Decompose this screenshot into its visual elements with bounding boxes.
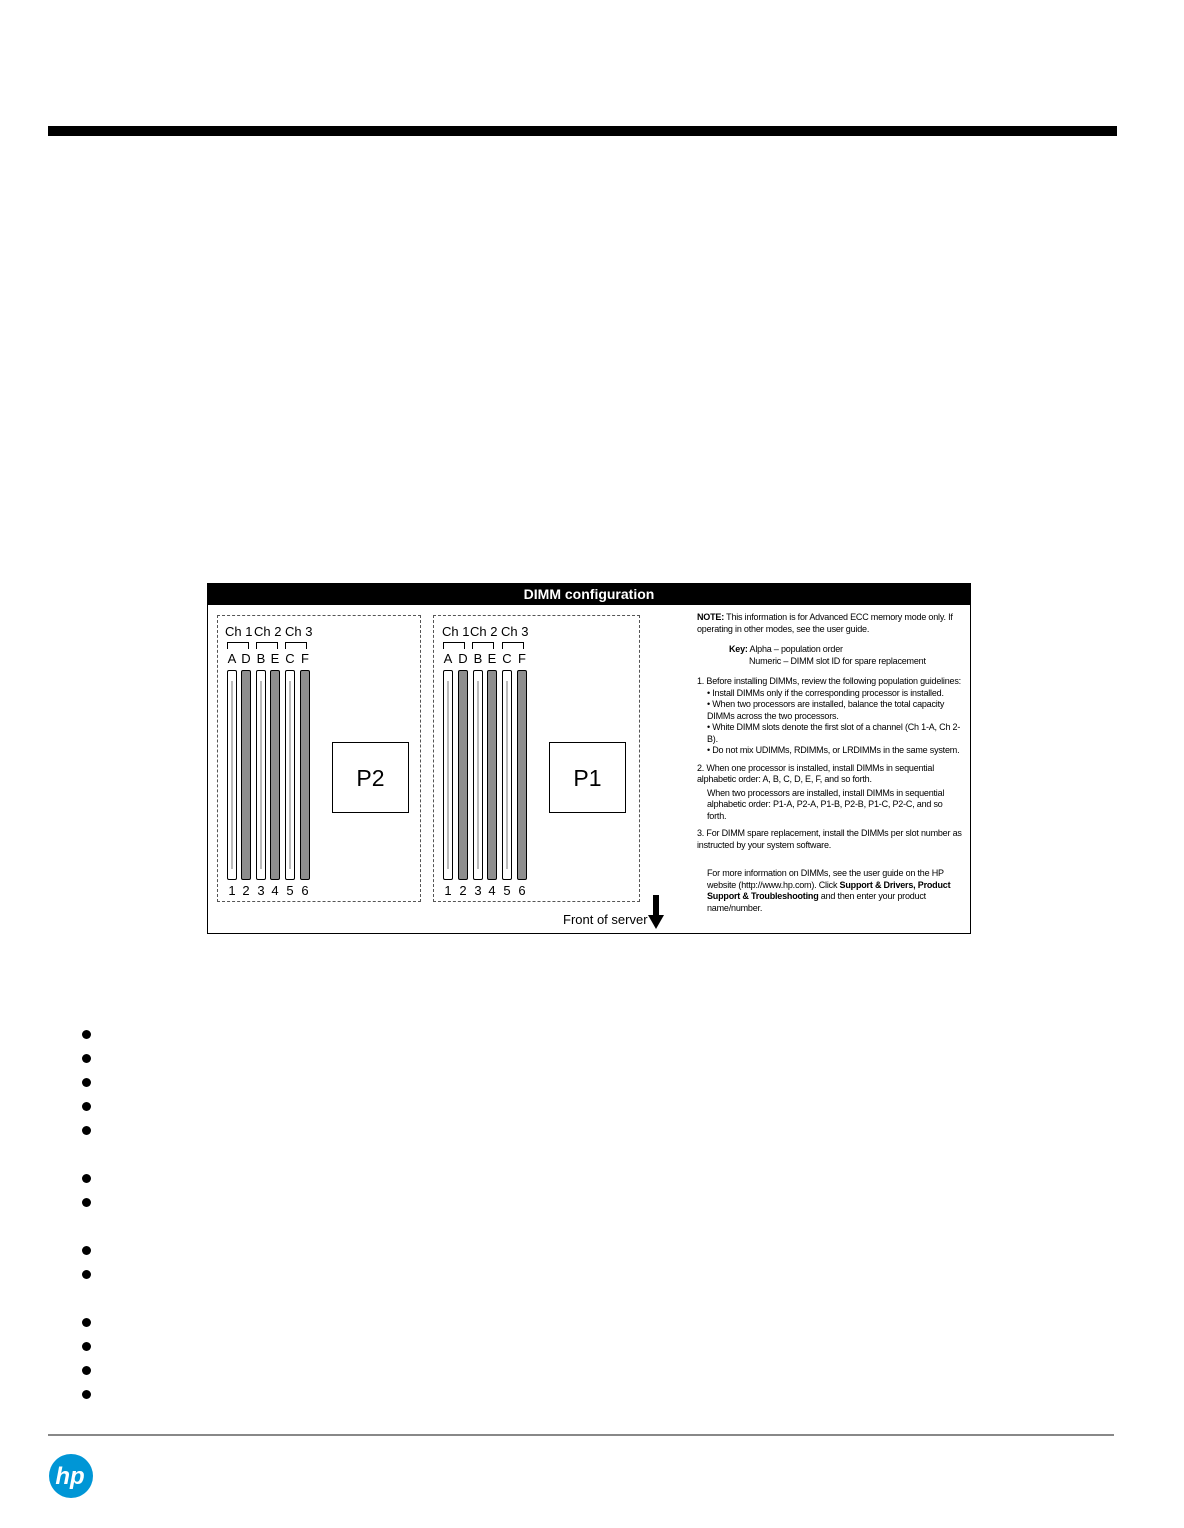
- note-text: This information is for Advanced ECC memory mode only. If operating in other modes, see the user guide.: [697, 612, 953, 634]
- bullet-dot: [82, 1078, 91, 1087]
- slot-number: 3: [474, 883, 482, 898]
- dimm-slot-white: [256, 670, 266, 880]
- slot-letter: D: [241, 651, 251, 666]
- slot-number: 2: [459, 883, 467, 898]
- guideline-3: 3. For DIMM spare replacement, install the DIMMs per slot number as instructed by your system software.: [697, 828, 962, 850]
- slot-letter: F: [518, 651, 526, 666]
- channel-label: Ch 2: [254, 624, 282, 639]
- slot-letter: B: [256, 651, 266, 666]
- dimm-slot-white: [473, 670, 483, 880]
- guideline-2b: When two processors are installed, install DIMMs in sequential alphabetic order: P1-A, P2-A, P1-B, P2-B, P1-C, P2-C, and so forth.: [707, 787, 945, 821]
- dimm-slot-grey: [458, 670, 468, 880]
- slot-letter: F: [301, 651, 309, 666]
- note-label: NOTE:: [697, 612, 724, 622]
- slot-number: 6: [518, 883, 526, 898]
- slot-number: 2: [242, 883, 250, 898]
- bullet-dot: [82, 1342, 91, 1351]
- guideline-bullet: • White DIMM slots denote the first slot of a channel (Ch 1-A, Ch 2-B).: [707, 722, 961, 744]
- slot-number: 3: [257, 883, 265, 898]
- channel-bracket: [472, 642, 494, 649]
- channel-bracket: [285, 642, 307, 649]
- channel-label: Ch 2: [470, 624, 498, 639]
- channel-label: Ch 1: [225, 624, 253, 639]
- slot-letter: A: [227, 651, 237, 666]
- dimm-slot-grey: [270, 670, 280, 880]
- slot-number: 4: [488, 883, 496, 898]
- svg-text:hp: hp: [55, 1463, 85, 1490]
- bullet-dot: [82, 1030, 91, 1039]
- dimm-configuration-figure: [207, 583, 971, 934]
- dimm-slot-white: [227, 670, 237, 880]
- slot-number: 1: [228, 883, 236, 898]
- key-label: Key:: [729, 644, 748, 654]
- bullet-dot: [82, 1174, 91, 1183]
- guideline-bullet: • When two processors are installed, balance the total capacity DIMMs across the two processors.: [707, 699, 945, 721]
- guideline-1: 1. Before installing DIMMs, review the following population guidelines:: [697, 676, 961, 686]
- slot-letter: C: [285, 651, 295, 666]
- channel-bracket: [227, 642, 249, 649]
- key-numeric: Numeric – DIMM slot ID for spare replacement: [749, 655, 926, 666]
- slot-number: 6: [301, 883, 309, 898]
- bullet-dot: [82, 1270, 91, 1279]
- bullet-dot: [82, 1318, 91, 1327]
- bullet-dot: [82, 1366, 91, 1375]
- dimm-slot-grey: [487, 670, 497, 880]
- channel-label: Ch 3: [501, 624, 529, 639]
- more-info-text-end: and then enter your product name/number.: [707, 891, 926, 913]
- front-of-server-label: Front of server: [563, 912, 648, 927]
- slot-letter: A: [443, 651, 453, 666]
- slot-letter: D: [458, 651, 468, 666]
- slot-letter: E: [270, 651, 280, 666]
- channel-bracket: [256, 642, 278, 649]
- bottom-rule: [48, 1434, 1114, 1436]
- channel-label: Ch 1: [442, 624, 470, 639]
- processor-p2: P2: [332, 742, 409, 813]
- slot-number: 4: [271, 883, 279, 898]
- dimm-slot-white: [443, 670, 453, 880]
- channel-bracket: [502, 642, 524, 649]
- top-rule: [48, 126, 1117, 136]
- dimm-slot-grey: [241, 670, 251, 880]
- slot-number: 5: [503, 883, 511, 898]
- bullet-dot: [82, 1390, 91, 1399]
- slot-letter: B: [473, 651, 483, 666]
- support-link-text: Support & Drivers, Product Support & Troubleshooting: [707, 879, 951, 901]
- bullet-dot: [82, 1102, 91, 1111]
- bullet-dot: [82, 1198, 91, 1207]
- slot-letter: C: [502, 651, 512, 666]
- dimm-slot-white: [502, 670, 512, 880]
- key-alpha: Alpha – population order: [749, 644, 843, 654]
- slot-letter: E: [487, 651, 497, 666]
- more-info-text: For more information on DIMMs, see the user guide on the HP website (http://www.hp.com). Click: [707, 868, 944, 890]
- arrow-down-icon: [648, 895, 664, 929]
- dimm-slot-white: [285, 670, 295, 880]
- channel-label: Ch 3: [285, 624, 313, 639]
- figure-title: DIMM configuration: [208, 584, 970, 605]
- bullet-dot: [82, 1054, 91, 1063]
- slot-number: 5: [286, 883, 294, 898]
- bullet-dot: [82, 1246, 91, 1255]
- slot-number: 1: [444, 883, 452, 898]
- guideline-bullet: • Install DIMMs only if the corresponding processor is installed.: [707, 687, 944, 698]
- hp-logo-icon: [49, 1454, 93, 1498]
- dimm-slot-grey: [300, 670, 310, 880]
- guideline-bullet: • Do not mix UDIMMs, RDIMMs, or LRDIMMs in the same system.: [707, 745, 960, 755]
- bullet-dot: [82, 1126, 91, 1135]
- dimm-slot-grey: [517, 670, 527, 880]
- notes-panel: [697, 612, 963, 914]
- guideline-2: 2. When one processor is installed, install DIMMs in sequential alphabetic order: A, B, C, D, E, F, and so forth.: [697, 762, 935, 784]
- channel-bracket: [443, 642, 465, 649]
- processor-p1: P1: [549, 742, 626, 813]
